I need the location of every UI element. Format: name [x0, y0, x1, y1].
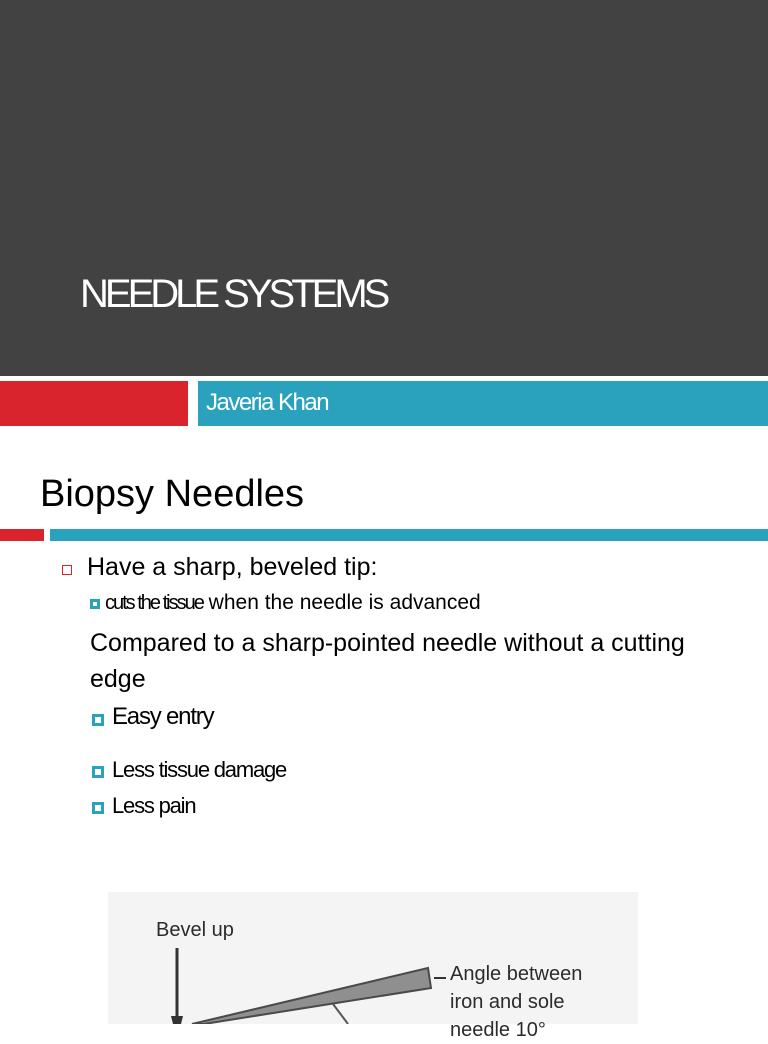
slide-title: NEEDLE SYSTEMS — [80, 272, 387, 316]
sole-line — [333, 1004, 348, 1024]
needle-shaft — [192, 968, 431, 1024]
bevel-indicator-tip — [171, 1016, 183, 1024]
angle-label-line-3: needle 10° — [450, 1019, 546, 1041]
angle-label — [450, 960, 582, 1044]
angle-label-line-2: iron and sole — [450, 991, 565, 1013]
accent-band-red — [0, 381, 188, 426]
angle-label-line-1: Angle between — [450, 963, 583, 985]
title-slide — [0, 0, 768, 376]
square-bullet-icon — [90, 599, 100, 609]
author-name: Javeria Khan — [206, 389, 329, 416]
section-title: Biopsy Needles — [40, 473, 305, 515]
bevel-up-label: Bevel up — [156, 919, 234, 941]
benefit-text: Easy entry — [112, 703, 214, 730]
sub-bullet-text — [105, 591, 481, 615]
title-underline-red — [0, 529, 44, 541]
square-bullet-icon — [92, 714, 104, 726]
title-underline-teal — [50, 529, 768, 541]
benefit-text: Less pain — [112, 793, 196, 818]
comparison-paragraph: Compared to a sharp-pointed needle without a cutting edge — [90, 629, 685, 693]
sub-bullet-text-condensed: cuts the tissue — [105, 592, 203, 614]
needle-bevel-diagram — [108, 892, 638, 1041]
hollow-square-bullet-icon — [62, 565, 72, 575]
square-bullet-icon — [92, 802, 104, 814]
square-bullet-icon — [92, 766, 104, 778]
sub-bullet-text-rest: when the needle is advanced — [202, 591, 481, 614]
bullet-text: Have a sharp, beveled tip: — [87, 553, 378, 581]
benefit-text: Less tissue damage — [112, 757, 287, 782]
